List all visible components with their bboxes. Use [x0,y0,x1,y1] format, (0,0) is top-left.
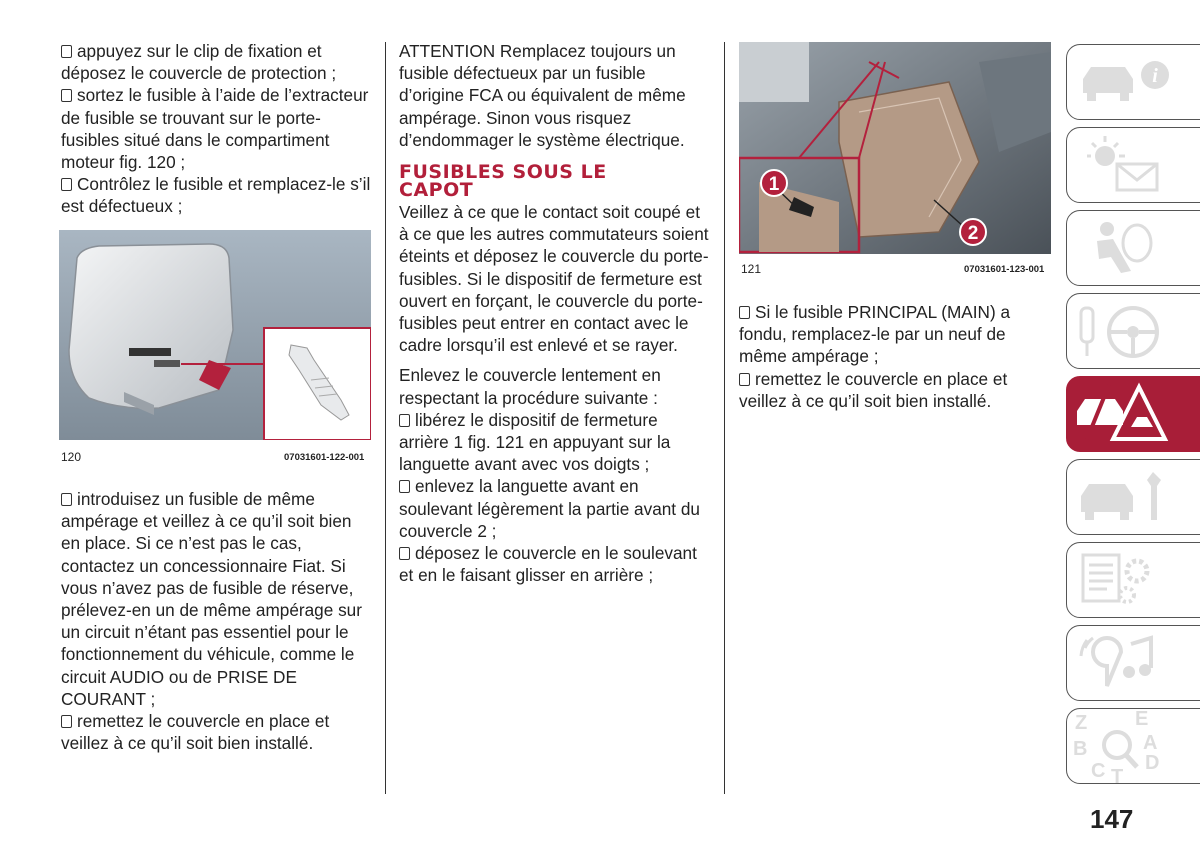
checkbox-bullet-icon [61,89,72,102]
light-warning-icon [1067,128,1177,198]
checkbox-bullet-icon [399,414,410,427]
figure-number: 121 [741,262,762,276]
figure-code: 07031601-123-001 [964,264,1045,275]
main-fuse-step: Si le fusible PRINCIPAL (MAIN) a fondu, remplacez-le par un neuf de même ampérage ; [739,302,1011,367]
procedure-intro: Enlevez le couvercle lentement en respectant la procédure suivante : [399,365,661,408]
svg-text:i: i [1152,65,1158,87]
checkbox-bullet-icon [61,45,72,58]
column-divider [385,42,386,794]
procedure-step-3: déposez le couvercle en le soulevant et en le faisant glisser en arrière ; [399,543,697,586]
callout-1: 1 [768,174,780,195]
tab-technical-specs[interactable] [1066,542,1200,618]
tab-car-info[interactable] [1066,44,1200,120]
checkbox-bullet-icon [399,480,410,493]
tab-servicing-care[interactable] [1066,459,1200,535]
checkbox-bullet-icon [61,493,72,506]
procedure-step-2: enlevez la languette avant en soulevant légèrement la partie avant du couvercle 2 ; [399,476,700,541]
svg-text:C: C [1091,760,1106,782]
engine-compartment-photo [739,42,1051,254]
column-2 [399,40,711,586]
car-warning-icon [1067,377,1177,447]
procedure-step-1: libérez le dispositif de fermeture arrière 1 fig. 121 en appuyant sur la languette avant avec vos doigts ; [399,409,671,475]
checkbox-bullet-icon [739,373,750,386]
step-2: sortez le fusible à l’aide de l’extracteur de fusible se trouvant sur le porte- fusibles situé dans le compartiment moteur fig. 120 ; [61,85,369,173]
figure-number: 120 [61,450,82,464]
tab-multimedia[interactable] [1066,625,1200,701]
intro-paragraph: Veillez à ce que le contact soit coupé et à ce que les autres commutateurs soient éteints et déposez le couvercle du porte-fusibles. Si le dispositif de fermeture est ouvert en forçant, le couvercle du porte- fusibles peut entrer en contact avec le cadre lorsqu’il est enlevé et se rayer. [399,202,709,356]
svg-text:B: B [1073,738,1088,760]
tab-lights-messages[interactable] [1066,127,1200,203]
multimedia-icon [1067,626,1177,696]
figure-121 [739,42,1051,282]
specs-gear-icon [1067,543,1177,613]
step-1: appuyez sur le clip de fixation et déposez le couvercle de protection ; [61,41,337,84]
figure-120 [59,230,371,464]
tab-safety[interactable] [1066,210,1200,286]
key-steering-icon [1067,294,1177,364]
svg-text:E: E [1135,709,1149,730]
tab-starting-driving[interactable] [1066,293,1200,369]
column-3 [739,301,1051,412]
checkbox-bullet-icon [61,178,72,191]
figure-code: 07031601-122-001 [284,452,365,463]
step-5: remettez le couvercle en place et veillez à ce qu’il soit bien installé. [61,711,330,754]
car-info-icon [1067,45,1177,115]
reinstall-step: remettez le couvercle en place et veillez à ce qu’il soit bien installé. [739,368,1008,411]
step-4: introduisez un fusible de même ampérage et veillez à ce qu’il soit bien en place. Si ce n’est pas le cas, contactez un concessionnaire Fiat. Si vous n’avez pas de fusible de réserve, prélevez-en un de même ampérage sur un circuit n’étant pas essentiel pour le fonctionnement du véhicule, comme le circuit AUDIO ou de PRISE DE COURANT ; [61,489,362,709]
column-divider [724,42,725,794]
page-number: 147 [1090,804,1134,834]
checkbox-bullet-icon [61,715,72,728]
fuse-box-illustration [59,230,371,440]
index-search-icon [1067,709,1177,785]
checkbox-bullet-icon [399,547,410,560]
attention-note: ATTENTION Remplacez toujours un fusible défectueux par un fusible d’origine FCA ou équivalent de même ampérage. Sinon vous risquez d’endommager le système électrique. [399,41,686,150]
svg-text:Z: Z [1075,712,1088,734]
tab-in-an-emergency[interactable] [1066,376,1200,452]
svg-text:A: A [1143,732,1158,754]
callout-2: 2 [967,223,979,244]
checkbox-bullet-icon [739,306,750,319]
section-heading: FUSIBLES SOUS LE CAPOT [399,161,607,202]
tab-index[interactable] [1066,708,1200,784]
svg-text:T: T [1111,766,1124,785]
car-wrench-icon [1067,460,1177,530]
seat-airbag-icon [1067,211,1177,281]
svg-text:D: D [1145,752,1160,774]
column-1-lower [61,488,373,754]
column-1 [61,40,373,218]
step-3: Contrôlez le fusible et remplacez-le s’il est défectueux ; [61,174,371,217]
